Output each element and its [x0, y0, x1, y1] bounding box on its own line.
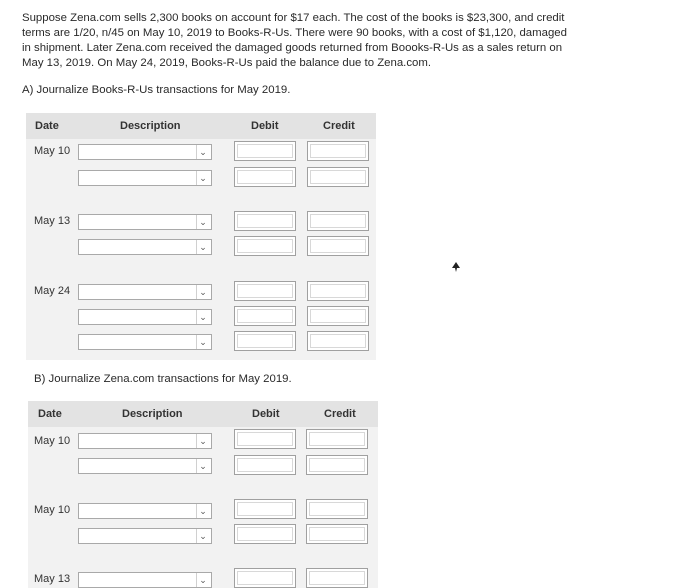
journal-header-b — [28, 401, 378, 427]
debit-input[interactable] — [234, 167, 296, 187]
debit-input[interactable] — [234, 331, 296, 351]
debit-input[interactable] — [234, 211, 296, 231]
account-select[interactable] — [78, 144, 212, 160]
credit-input[interactable] — [307, 167, 369, 187]
problem-statement: Suppose Zena.com sells 2,300 books on account for $17 each. The cost of the books is $23,300, and credit terms are 1/20, n/45 on May 10, 2019 to Books-R-Us. There were 90 books, with a cost of $1,120, damaged in shipment. Later Zena.com received the damaged goods returned from Boooks-R-Us as a sales return on May 13, 2019. On May 24, 2019, Books-R-Us paid the balance due to Zena.com. — [22, 12, 567, 69]
chevron-down-icon: ⌄ — [199, 242, 207, 252]
credit-input[interactable] — [306, 499, 368, 519]
debit-input[interactable] — [234, 429, 296, 449]
header-credit: Credit — [323, 120, 355, 132]
header-date: Date — [38, 408, 62, 420]
debit-input[interactable] — [234, 306, 296, 326]
credit-input[interactable] — [307, 306, 369, 326]
account-select[interactable] — [78, 284, 212, 300]
chevron-down-icon: ⌄ — [199, 312, 207, 322]
credit-input[interactable] — [307, 331, 369, 351]
account-select[interactable] — [78, 309, 212, 325]
account-select[interactable] — [78, 458, 212, 474]
journal-table-b — [28, 401, 378, 588]
part-b-title: B) Journalize Zena.com transactions for May 2019. — [34, 373, 292, 385]
debit-input[interactable] — [234, 141, 296, 161]
credit-input[interactable] — [306, 455, 368, 475]
header-debit: Debit — [252, 408, 280, 420]
header-credit: Credit — [324, 408, 356, 420]
chevron-down-icon: ⌄ — [199, 147, 207, 157]
chevron-down-icon: ⌄ — [199, 506, 207, 516]
part-a-title: A) Journalize Books-R-Us transactions for May 2019. — [22, 84, 291, 96]
account-select[interactable] — [78, 433, 212, 449]
chevron-down-icon: ⌄ — [199, 173, 207, 183]
chevron-down-icon: ⌄ — [199, 287, 207, 297]
chevron-down-icon: ⌄ — [199, 436, 207, 446]
debit-input[interactable] — [234, 524, 296, 544]
account-select[interactable] — [78, 170, 212, 186]
debit-input[interactable] — [234, 499, 296, 519]
credit-input[interactable] — [306, 429, 368, 449]
account-select[interactable] — [78, 334, 212, 350]
credit-input[interactable] — [307, 236, 369, 256]
chevron-down-icon: ⌄ — [199, 575, 207, 585]
entry-date: May 13 — [34, 573, 71, 585]
debit-input[interactable] — [234, 281, 296, 301]
credit-input[interactable] — [306, 524, 368, 544]
credit-input[interactable] — [307, 211, 369, 231]
entry-date: May 10 — [34, 145, 71, 157]
chevron-down-icon: ⌄ — [199, 531, 207, 541]
account-select[interactable] — [78, 528, 212, 544]
journal-table-a — [26, 113, 376, 360]
chevron-down-icon: ⌄ — [199, 461, 207, 471]
journal-header-a — [26, 113, 376, 139]
entry-date: May 10 — [34, 504, 71, 516]
debit-input[interactable] — [234, 236, 296, 256]
entry-date: May 24 — [34, 285, 71, 297]
chevron-down-icon: ⌄ — [199, 217, 207, 227]
account-select[interactable] — [78, 214, 212, 230]
account-select[interactable] — [78, 503, 212, 519]
header-description: Description — [120, 120, 181, 132]
header-description: Description — [122, 408, 183, 420]
header-debit: Debit — [251, 120, 279, 132]
entry-date: May 10 — [34, 435, 71, 447]
mouse-pointer-icon — [451, 262, 461, 275]
header-date: Date — [35, 120, 59, 132]
credit-input[interactable] — [307, 141, 369, 161]
credit-input[interactable] — [307, 281, 369, 301]
debit-input[interactable] — [234, 455, 296, 475]
debit-input[interactable] — [234, 568, 296, 588]
account-select[interactable] — [78, 239, 212, 255]
entry-date: May 13 — [34, 215, 71, 227]
credit-input[interactable] — [306, 568, 368, 588]
account-select[interactable] — [78, 572, 212, 588]
chevron-down-icon: ⌄ — [199, 337, 207, 347]
